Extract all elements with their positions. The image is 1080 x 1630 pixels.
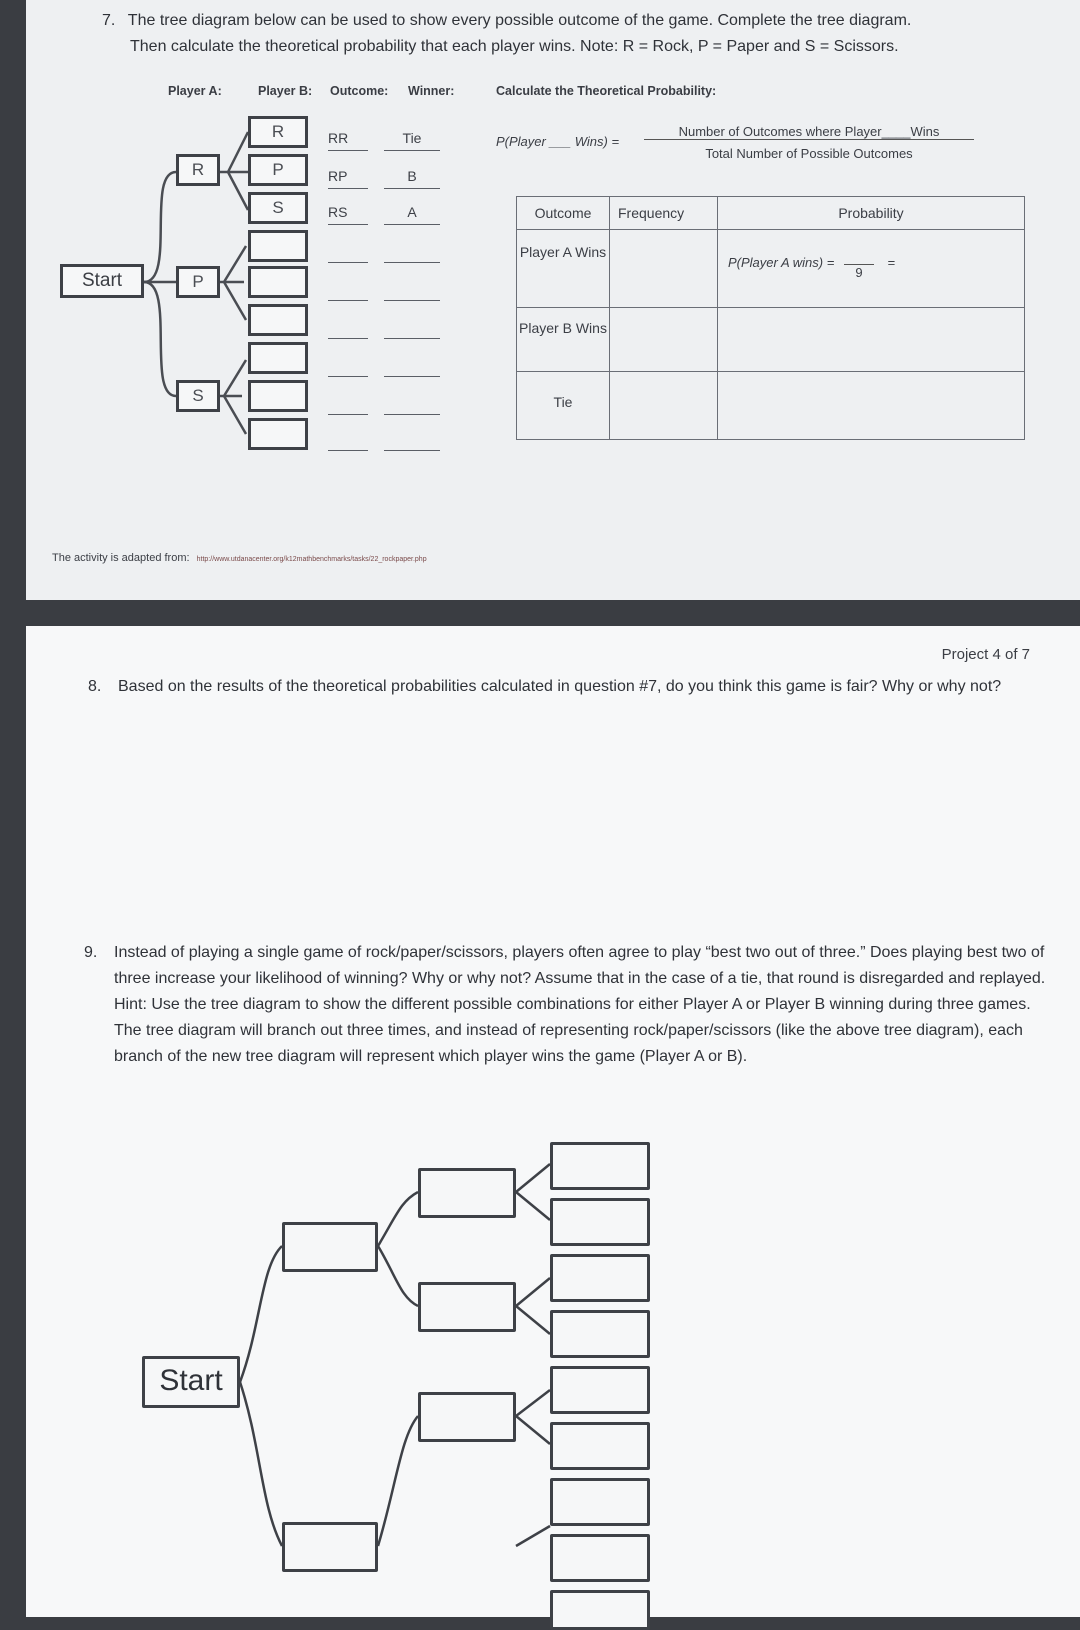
source-url[interactable]: http://www.utdanacenter.org/k12mathbenchmarks/tasks/22_rockpaper.php — [196, 556, 427, 563]
question-9-number: 9. — [84, 944, 98, 961]
table-header-outcome: Outcome — [517, 197, 610, 230]
worksheet-page-2 — [26, 626, 1080, 1617]
table-cell-probability[interactable] — [718, 308, 1025, 372]
probability-table — [516, 196, 1025, 440]
question-7-number: 7. — [102, 12, 116, 29]
game3-box-3[interactable] — [550, 1254, 650, 1302]
winner-8[interactable] — [384, 394, 440, 415]
source-note — [52, 552, 427, 564]
outcome-4[interactable] — [328, 242, 368, 263]
question-7-line2: Then calculate the theoretical probability that each player wins. Note: R = Rock, P = Paper and S = Scissors. — [130, 38, 899, 55]
formula-numerator: Number of Outcomes where Player____Wins — [644, 124, 974, 140]
player-b-node-2[interactable]: P — [248, 154, 308, 186]
outcome-8[interactable] — [328, 394, 368, 415]
game3-box-2[interactable] — [550, 1198, 650, 1246]
formula-lhs: P(Player ___ Wins) = — [496, 134, 620, 149]
game1-box-2[interactable] — [282, 1522, 378, 1572]
prob-a-denominator: 9 — [844, 264, 874, 280]
question-9-text: Instead of playing a single game of rock/paper/scissors, players often agree to play “best two out of three.” Does playing best two of three increase your likelihood of winning? Why or why not? Assume that in the case of a tie, that round is disregarded and replayed. Hint: Use the tree diagram to show the different possible combinations for either Player A or Player B winning during three games. The tree diagram will branch out three times, and instead of representing rock/paper/scissors (like the above tree diagram), each branch of the new tree diagram will represent which player wins the game (Player A or B). — [114, 944, 1046, 1065]
game2-box-1[interactable] — [418, 1168, 516, 1218]
outcome-9[interactable] — [328, 430, 368, 451]
player-b-node-9[interactable] — [248, 418, 308, 450]
game3-box-9[interactable] — [550, 1590, 650, 1630]
table-cell-probability[interactable] — [718, 372, 1025, 440]
source-prefix: The activity is adapted from: — [52, 552, 190, 564]
game3-box-7[interactable] — [550, 1478, 650, 1526]
table-cell-outcome: Tie — [517, 372, 610, 440]
winner-7[interactable] — [384, 356, 440, 377]
best-of-three-start-node: Start — [142, 1356, 240, 1408]
prob-a-equals: = — [887, 255, 896, 270]
worksheet-page-1 — [26, 0, 1080, 600]
player-b-node-6[interactable] — [248, 304, 308, 336]
prob-a-label: P(Player A wins) = — [728, 255, 835, 270]
table-row-player-a — [517, 230, 1025, 308]
player-b-node-5[interactable] — [248, 266, 308, 298]
outcome-6[interactable] — [328, 318, 368, 339]
table-header-probability: Probability — [718, 197, 1025, 230]
winner-1[interactable]: Tie — [384, 130, 440, 151]
game3-box-5[interactable] — [550, 1366, 650, 1414]
table-cell-probability[interactable] — [718, 230, 1025, 308]
outcome-1[interactable]: RR — [328, 130, 368, 151]
winner-2[interactable]: B — [384, 168, 440, 189]
player-a-node-s: S — [176, 380, 220, 412]
outcome-5[interactable] — [328, 280, 368, 301]
game3-box-8[interactable] — [550, 1534, 650, 1582]
winner-6[interactable] — [384, 318, 440, 339]
table-cell-frequency[interactable] — [610, 372, 718, 440]
header-player-a: Player A: — [168, 84, 222, 98]
player-a-node-r: R — [176, 154, 220, 186]
table-row-player-b — [517, 308, 1025, 372]
question-8-number: 8. — [88, 678, 102, 695]
game1-box-1[interactable] — [282, 1222, 378, 1272]
table-cell-frequency[interactable] — [610, 230, 718, 308]
question-8-text: Based on the results of the theoretical probabilities calculated in question #7, do you think this game is fair? Why or why not? — [118, 678, 1002, 695]
game3-box-4[interactable] — [550, 1310, 650, 1358]
header-winner: Winner: — [408, 84, 455, 98]
player-b-node-7[interactable] — [248, 342, 308, 374]
table-cell-frequency[interactable] — [610, 308, 718, 372]
winner-4[interactable] — [384, 242, 440, 263]
winner-5[interactable] — [384, 280, 440, 301]
player-b-node-4[interactable] — [248, 230, 308, 262]
outcome-2[interactable]: RP — [328, 168, 368, 189]
project-label: Project 4 of 7 — [941, 646, 1030, 663]
game2-box-2[interactable] — [418, 1282, 516, 1332]
winner-3[interactable]: A — [384, 204, 440, 225]
table-cell-outcome: Player A Wins — [517, 230, 610, 308]
winner-9[interactable] — [384, 430, 440, 451]
table-header-frequency: Frequency — [610, 197, 718, 230]
header-player-b: Player B: — [258, 84, 313, 98]
game3-box-6[interactable] — [550, 1422, 650, 1470]
tree-start-node: Start — [60, 264, 144, 298]
player-a-node-p: P — [176, 266, 220, 298]
player-b-node-3[interactable]: S — [248, 192, 308, 224]
game2-box-3[interactable] — [418, 1392, 516, 1442]
header-calc: Calculate the Theoretical Probability: — [496, 84, 717, 98]
question-7-line1: The tree diagram below can be used to show every possible outcome of the game. Complete the tree diagram. — [127, 12, 912, 29]
player-b-node-8[interactable] — [248, 380, 308, 412]
formula-denominator: Total Number of Possible Outcomes — [705, 146, 913, 161]
game3-box-1[interactable] — [550, 1142, 650, 1190]
player-b-node-1[interactable]: R — [248, 116, 308, 148]
outcome-3[interactable]: RS — [328, 204, 368, 225]
table-cell-outcome: Player B Wins — [517, 308, 610, 372]
table-row-tie — [517, 372, 1025, 440]
outcome-7[interactable] — [328, 356, 368, 377]
header-outcome: Outcome: — [330, 84, 389, 98]
